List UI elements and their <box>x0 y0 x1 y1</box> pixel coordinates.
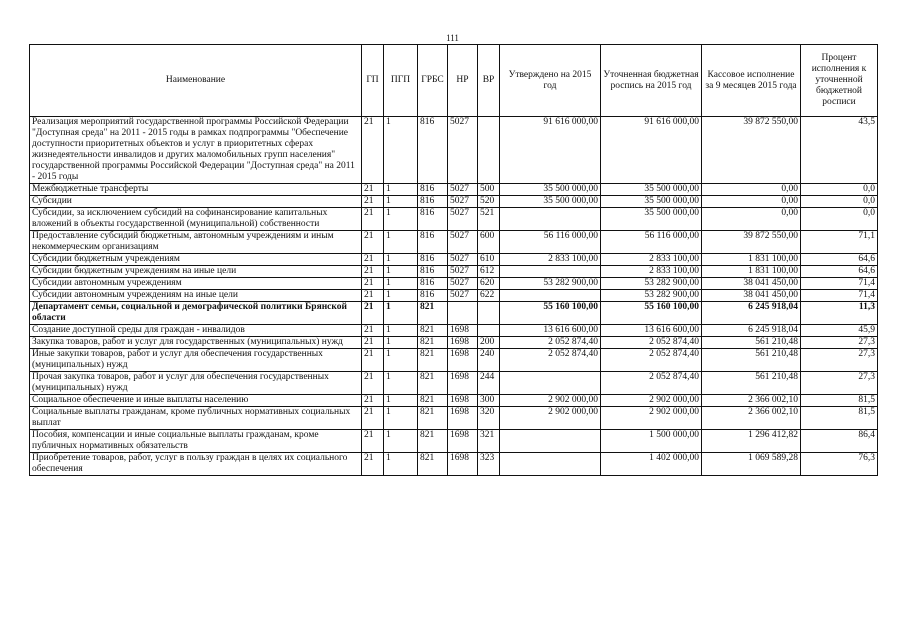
cell-approved: 35 500 000,00 <box>500 184 601 196</box>
cell-np: 5027 <box>448 231 478 254</box>
cell-revised: 91 616 000,00 <box>601 117 702 184</box>
cell-name: Субсидии автономным учреждениям на иные цели <box>30 290 362 302</box>
cell-revised: 53 282 900,00 <box>601 278 702 290</box>
cell-name: Иные закупки товаров, работ и услуг для обеспечения государственных (муниципальных) нужд <box>30 349 362 372</box>
cell-revised: 53 282 900,00 <box>601 290 702 302</box>
cell-revised: 1 402 000,00 <box>601 453 702 476</box>
cell-cash: 39 872 550,00 <box>702 117 801 184</box>
header-name: Наименование <box>30 45 362 117</box>
cell-approved: 13 616 600,00 <box>500 325 601 337</box>
cell-vr: 622 <box>478 290 500 302</box>
table-row <box>30 254 878 266</box>
cell-gp: 21 <box>362 337 384 349</box>
cell-vr: 610 <box>478 254 500 266</box>
table-row <box>30 266 878 278</box>
cell-name: Прочая закупка товаров, работ и услуг для обеспечения государственных (муниципальных) нужд <box>30 372 362 395</box>
cell-np: 1698 <box>448 325 478 337</box>
cell-revised: 35 500 000,00 <box>601 196 702 208</box>
cell-approved: 55 160 100,00 <box>500 302 601 325</box>
cell-cash: 39 872 550,00 <box>702 231 801 254</box>
cell-name: Социальные выплаты гражданам, кроме публичных нормативных социальных выплат <box>30 407 362 430</box>
cell-percent: 43,5 <box>801 117 878 184</box>
cell-grbs: 816 <box>418 254 448 266</box>
cell-revised: 2 833 100,00 <box>601 254 702 266</box>
cell-percent: 81,5 <box>801 407 878 430</box>
cell-grbs: 821 <box>418 395 448 407</box>
cell-name: Субсидии бюджетным учреждениям <box>30 254 362 266</box>
cell-cash: 6 245 918,04 <box>702 302 801 325</box>
header-grbs: ГРБС <box>418 45 448 117</box>
cell-revised: 2 052 874,40 <box>601 349 702 372</box>
cell-revised: 2 902 000,00 <box>601 407 702 430</box>
cell-grbs: 821 <box>418 337 448 349</box>
cell-np <box>448 302 478 325</box>
table-row <box>30 184 878 196</box>
cell-cash: 6 245 918,04 <box>702 325 801 337</box>
cell-revised: 56 116 000,00 <box>601 231 702 254</box>
table-row <box>30 325 878 337</box>
cell-np: 1698 <box>448 349 478 372</box>
cell-grbs: 821 <box>418 372 448 395</box>
cell-vr: 200 <box>478 337 500 349</box>
cell-cash: 561 210,48 <box>702 337 801 349</box>
table-row <box>30 278 878 290</box>
cell-ppgp: 1 <box>384 325 418 337</box>
cell-vr: 323 <box>478 453 500 476</box>
table-row <box>30 372 878 395</box>
cell-revised: 2 833 100,00 <box>601 266 702 278</box>
cell-approved <box>500 372 601 395</box>
cell-gp: 21 <box>362 184 384 196</box>
cell-gp: 21 <box>362 349 384 372</box>
cell-vr: 321 <box>478 430 500 453</box>
cell-vr: 600 <box>478 231 500 254</box>
cell-percent: 0,0 <box>801 196 878 208</box>
cell-vr: 612 <box>478 266 500 278</box>
cell-np: 5027 <box>448 184 478 196</box>
cell-grbs: 816 <box>418 266 448 278</box>
cell-vr: 240 <box>478 349 500 372</box>
cell-cash: 2 366 002,10 <box>702 407 801 430</box>
cell-gp: 21 <box>362 302 384 325</box>
cell-gp: 21 <box>362 372 384 395</box>
table-row <box>30 407 878 430</box>
cell-percent: 0,0 <box>801 184 878 196</box>
cell-ppgp: 1 <box>384 184 418 196</box>
table-row <box>30 208 878 231</box>
cell-ppgp: 1 <box>384 208 418 231</box>
cell-vr: 244 <box>478 372 500 395</box>
cell-revised: 13 616 600,00 <box>601 325 702 337</box>
cell-np: 1698 <box>448 430 478 453</box>
cell-revised: 2 052 874,40 <box>601 337 702 349</box>
table-row <box>30 231 878 254</box>
cell-vr: 300 <box>478 395 500 407</box>
table-row <box>30 349 878 372</box>
cell-approved: 2 052 874,40 <box>500 349 601 372</box>
cell-np: 5027 <box>448 208 478 231</box>
header-revised: Уточненная бюджетная роспись на 2015 год <box>601 45 702 117</box>
cell-grbs: 816 <box>418 208 448 231</box>
cell-np: 1698 <box>448 372 478 395</box>
cell-revised: 55 160 100,00 <box>601 302 702 325</box>
table-row <box>30 430 878 453</box>
cell-revised: 35 500 000,00 <box>601 208 702 231</box>
cell-ppgp: 1 <box>384 349 418 372</box>
cell-percent: 64,6 <box>801 254 878 266</box>
cell-ppgp: 1 <box>384 302 418 325</box>
cell-gp: 21 <box>362 430 384 453</box>
header-ppgp: ПГП <box>384 45 418 117</box>
cell-approved <box>500 430 601 453</box>
table-row <box>30 117 878 184</box>
cell-grbs: 821 <box>418 325 448 337</box>
cell-cash: 561 210,48 <box>702 349 801 372</box>
cell-vr <box>478 325 500 337</box>
cell-ppgp: 1 <box>384 430 418 453</box>
cell-cash: 1 296 412,82 <box>702 430 801 453</box>
cell-approved: 91 616 000,00 <box>500 117 601 184</box>
cell-grbs: 821 <box>418 430 448 453</box>
cell-percent: 45,9 <box>801 325 878 337</box>
cell-ppgp: 1 <box>384 407 418 430</box>
cell-vr: 320 <box>478 407 500 430</box>
cell-percent: 71,4 <box>801 278 878 290</box>
cell-gp: 21 <box>362 208 384 231</box>
cell-approved <box>500 208 601 231</box>
cell-approved: 2 833 100,00 <box>500 254 601 266</box>
cell-percent: 27,3 <box>801 337 878 349</box>
cell-gp: 21 <box>362 278 384 290</box>
cell-revised: 2 052 874,40 <box>601 372 702 395</box>
cell-percent: 27,3 <box>801 349 878 372</box>
cell-ppgp: 1 <box>384 395 418 407</box>
cell-name: Реализация мероприятий государственной программы Российской Федерации "Доступная среда" на 2011 - 2015 годы в рамках подпрограммы "Обеспечение доступности приоритетных объектов и услуг в приоритетных сферах жизнедеятельности инвалидов и других маломобильных групп населения" государственной программы Российской Федерации "Доступная среда" на 2011 - 2015 годы <box>30 117 362 184</box>
header-vr: ВР <box>478 45 500 117</box>
cell-name: Межбюджетные трансферты <box>30 184 362 196</box>
cell-gp: 21 <box>362 290 384 302</box>
cell-revised: 1 500 000,00 <box>601 430 702 453</box>
cell-gp: 21 <box>362 231 384 254</box>
cell-ppgp: 1 <box>384 453 418 476</box>
cell-gp: 21 <box>362 395 384 407</box>
cell-cash: 2 366 002,10 <box>702 395 801 407</box>
cell-grbs: 821 <box>418 453 448 476</box>
cell-cash: 0,00 <box>702 208 801 231</box>
cell-approved: 53 282 900,00 <box>500 278 601 290</box>
cell-percent: 86,4 <box>801 430 878 453</box>
cell-name: Социальное обеспечение и иные выплаты населению <box>30 395 362 407</box>
table-row <box>30 453 878 476</box>
cell-grbs: 816 <box>418 184 448 196</box>
cell-np: 5027 <box>448 196 478 208</box>
header-percent: Процент исполнения к уточненной бюджетной росписи <box>801 45 878 117</box>
table-row <box>30 395 878 407</box>
cell-gp: 21 <box>362 325 384 337</box>
cell-name: Субсидии автономным учреждениям <box>30 278 362 290</box>
cell-gp: 21 <box>362 117 384 184</box>
header-cash: Кассовое исполнение за 9 месяцев 2015 года <box>702 45 801 117</box>
cell-vr: 500 <box>478 184 500 196</box>
cell-name: Закупка товаров, работ и услуг для государственных (муниципальных) нужд <box>30 337 362 349</box>
cell-cash: 1 831 100,00 <box>702 266 801 278</box>
cell-approved <box>500 266 601 278</box>
cell-ppgp: 1 <box>384 117 418 184</box>
cell-name: Приобретение товаров, работ, услуг в пользу граждан в целях их социального обеспечения <box>30 453 362 476</box>
cell-percent: 27,3 <box>801 372 878 395</box>
cell-grbs: 816 <box>418 231 448 254</box>
cell-vr: 520 <box>478 196 500 208</box>
cell-percent: 81,5 <box>801 395 878 407</box>
cell-np: 5027 <box>448 266 478 278</box>
cell-name: Субсидии, за исключением субсидий на софинансирование капитальных вложений в объекты государственной (муниципальной) собственности <box>30 208 362 231</box>
cell-approved: 2 902 000,00 <box>500 407 601 430</box>
header-np: НР <box>448 45 478 117</box>
header-approved: Утверждено на 2015 год <box>500 45 601 117</box>
budget-table <box>29 44 878 476</box>
cell-gp: 21 <box>362 407 384 430</box>
cell-grbs: 821 <box>418 302 448 325</box>
cell-name: Субсидии бюджетным учреждениям на иные цели <box>30 266 362 278</box>
cell-name: Субсидии <box>30 196 362 208</box>
cell-grbs: 816 <box>418 117 448 184</box>
cell-vr <box>478 117 500 184</box>
cell-cash: 38 041 450,00 <box>702 278 801 290</box>
header-gp: ГП <box>362 45 384 117</box>
cell-cash: 38 041 450,00 <box>702 290 801 302</box>
table-row <box>30 302 878 325</box>
cell-ppgp: 1 <box>384 372 418 395</box>
table-body <box>30 117 878 476</box>
cell-ppgp: 1 <box>384 231 418 254</box>
cell-gp: 21 <box>362 196 384 208</box>
cell-np: 1698 <box>448 337 478 349</box>
cell-gp: 21 <box>362 254 384 266</box>
cell-ppgp: 1 <box>384 254 418 266</box>
cell-vr: 620 <box>478 278 500 290</box>
table-row <box>30 337 878 349</box>
cell-percent: 11,3 <box>801 302 878 325</box>
cell-ppgp: 1 <box>384 278 418 290</box>
cell-grbs: 821 <box>418 407 448 430</box>
page-number: 111 <box>446 33 459 43</box>
cell-approved: 2 052 874,40 <box>500 337 601 349</box>
cell-np: 1698 <box>448 395 478 407</box>
cell-approved <box>500 453 601 476</box>
cell-approved: 56 116 000,00 <box>500 231 601 254</box>
table-row <box>30 196 878 208</box>
cell-np: 5027 <box>448 278 478 290</box>
cell-name: Предоставление субсидий бюджетным, автономным учреждениям и иным некоммерческим организациям <box>30 231 362 254</box>
cell-approved: 35 500 000,00 <box>500 196 601 208</box>
cell-percent: 71,4 <box>801 290 878 302</box>
cell-name: Создание доступной среды для граждан - инвалидов <box>30 325 362 337</box>
cell-cash: 1 069 589,28 <box>702 453 801 476</box>
cell-name: Департамент семьи, социальной и демографической политики Брянской области <box>30 302 362 325</box>
cell-cash: 0,00 <box>702 196 801 208</box>
cell-gp: 21 <box>362 266 384 278</box>
cell-approved <box>500 290 601 302</box>
cell-np: 5027 <box>448 117 478 184</box>
cell-vr: 521 <box>478 208 500 231</box>
cell-ppgp: 1 <box>384 266 418 278</box>
cell-grbs: 816 <box>418 290 448 302</box>
cell-name: Пособия, компенсации и иные социальные выплаты гражданам, кроме публичных нормативных обязательств <box>30 430 362 453</box>
cell-grbs: 816 <box>418 196 448 208</box>
cell-cash: 561 210,48 <box>702 372 801 395</box>
cell-vr <box>478 302 500 325</box>
table-header-row <box>30 45 878 117</box>
cell-np: 5027 <box>448 254 478 266</box>
cell-np: 5027 <box>448 290 478 302</box>
cell-ppgp: 1 <box>384 337 418 349</box>
cell-ppgp: 1 <box>384 290 418 302</box>
cell-approved: 2 902 000,00 <box>500 395 601 407</box>
cell-grbs: 816 <box>418 278 448 290</box>
table-row <box>30 290 878 302</box>
cell-percent: 71,1 <box>801 231 878 254</box>
cell-ppgp: 1 <box>384 196 418 208</box>
cell-np: 1698 <box>448 407 478 430</box>
cell-percent: 0,0 <box>801 208 878 231</box>
cell-cash: 0,00 <box>702 184 801 196</box>
cell-percent: 76,3 <box>801 453 878 476</box>
cell-percent: 64,6 <box>801 266 878 278</box>
cell-np: 1698 <box>448 453 478 476</box>
cell-gp: 21 <box>362 453 384 476</box>
cell-revised: 2 902 000,00 <box>601 395 702 407</box>
cell-grbs: 821 <box>418 349 448 372</box>
cell-revised: 35 500 000,00 <box>601 184 702 196</box>
cell-cash: 1 831 100,00 <box>702 254 801 266</box>
